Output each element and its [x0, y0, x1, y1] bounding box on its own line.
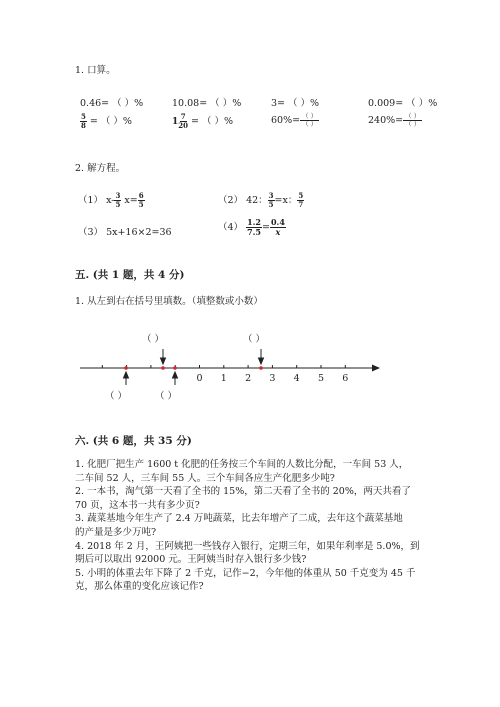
blank-top-2: （ ）: [243, 334, 266, 345]
calc-item-2: 10.08= （ ）%: [172, 98, 242, 109]
problem-line: 70 页，这本书一共有多少页?: [75, 499, 200, 511]
problem-line: 克，那么体重的变化应该记作?: [75, 581, 204, 593]
section5-heading: 五. (共 1 题，共 4 分): [75, 269, 185, 281]
down-arrows: [161, 349, 264, 364]
section6-heading: 六. (共 6 题，共 35 分): [75, 435, 192, 447]
section2-title: 2. 解方程。: [75, 163, 126, 174]
number-line-arrow: [372, 365, 380, 372]
calc-item-4: 0.009= （ ）%: [368, 98, 438, 109]
problem-line: 3. 蔬菜基地今年生产了 2.4 万吨蔬菜，比去年增产了二成，去年这个蔬菜基地: [75, 513, 403, 525]
calc-item-8: 240%= （ ） （ ）: [368, 112, 421, 128]
tick-label: 1: [220, 373, 227, 384]
point-1: [124, 366, 128, 370]
blank-bottom-1: （ ）: [105, 391, 128, 402]
calc-item-7: 60%= （ ） （ ）: [271, 112, 318, 128]
problem-line: 2. 一本书，淘气第一天看了全书的 15%，第二天看了全书的 20%，两天共看了: [75, 486, 411, 498]
blank-bottom-2: （ ）: [155, 391, 178, 402]
equation-1: （1） x- $\frac{3}{5}$ x= $\frac{6}{5}$: [78, 191, 144, 209]
equation-4: （4） $\frac{1.2}{7.5}$ = $\frac{0.4}{x}$: [218, 217, 285, 237]
section5-question: 1. 从左到右在括号里填数。（填整数或小数）: [75, 296, 263, 307]
up-arrows: [124, 372, 178, 385]
point-4: [259, 366, 263, 370]
tick-label: 3: [269, 373, 276, 384]
calc-item-1: 0.46= （ ）%: [80, 98, 144, 109]
problem-line: 5. 小明的体重去年下降了 2 千克，记作−2，今年他的体重从 50 千克变为 45 千: [75, 567, 416, 579]
calc-item-6: 1 $\frac{7}{20}$ = （ ）%: [172, 112, 234, 130]
problem-line: 的产量是多少万吨?: [75, 526, 157, 538]
point-3: [173, 366, 177, 370]
problem-line: 期后可以取出 92000 元。王阿姨当时存入银行多少钱?: [75, 554, 307, 566]
section1-title: 1. 口算。: [75, 65, 116, 76]
tick-label: 2: [245, 373, 252, 384]
problem-line: 二车间 52 人，三车间 55 人。三个车间各应生产化肥多少吨?: [75, 472, 335, 484]
equation-2: （2） 42： $\frac{3}{5}$ =x： $\frac{5}{7}$: [218, 191, 304, 209]
blank-top-1: （ ）: [142, 334, 165, 345]
point-2: [161, 366, 165, 370]
tick-label: 5: [317, 373, 325, 384]
tick-label: 6: [342, 373, 349, 384]
section6-problems: [75, 458, 420, 594]
calc-item-5: $\frac{5}{8}$ = （ ）%: [81, 112, 132, 130]
problem-line: 1. 化肥厂把生产 1600 t 化肥的任务按三个车间的人数比分配，一车间 53 人，: [75, 459, 409, 470]
problem-line: 4. 2018 年 2 月，王阿姨把一些钱存入银行，定期三年，如果年利率是 5.0%，到: [75, 540, 420, 552]
calc-item-3: 3= （ ）%: [271, 98, 320, 109]
tick-label: 0: [196, 373, 203, 384]
tick-label: 4: [293, 373, 300, 384]
equation-3: （3） 5x+16×2=36: [78, 227, 172, 238]
